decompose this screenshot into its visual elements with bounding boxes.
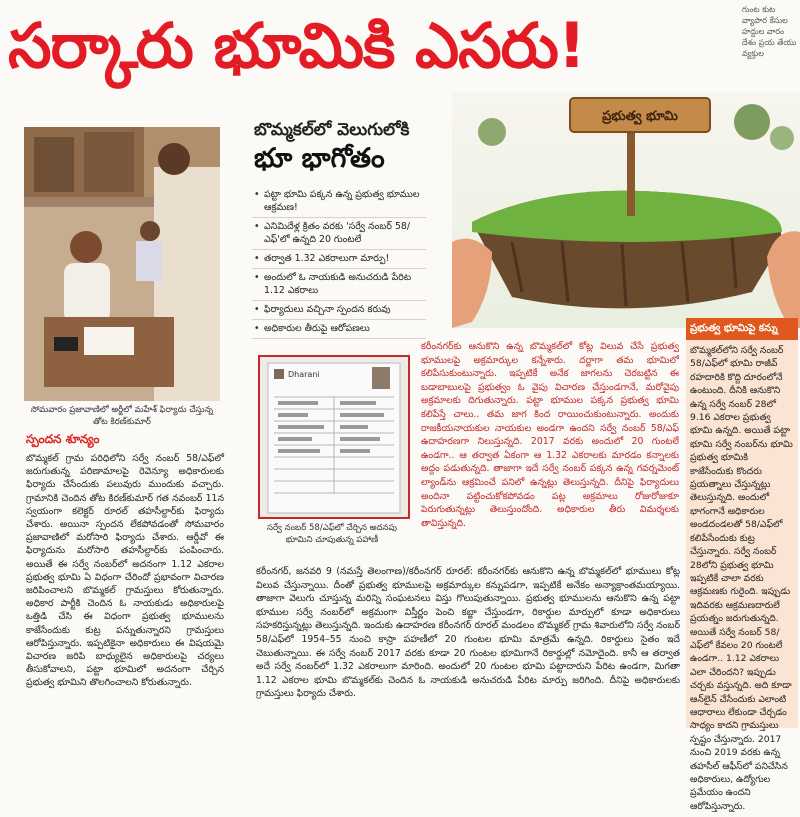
main-body-text: కరీంనగర్, జనవరి 9 (నమస్తే తెలంగాణ)/కరీంనగర్ రూరల్: కరీంనగర్‌కు ఆనుకొని ఉన్న బొమ్మకల్‌లో భూములు కోట్ల విలువ చేస్తున్నాయి. దీంతో ప్రభుత్వ భూములపై అక్రమార్కుల కన్నుపడగా, ఇప్పటికే అనేకం అన్యాక్రాంతమయ్యాయి. తాజాగా వెలుగు చూస్తున్న మరిన్ని సంఘటనలు విస్తు గొలుపుతున్నాయి. ప్రభుత్వ భూములను ఆనుకొని ఉన్న పట్టా భూముల సర్వే నంబర్‌లో అక్రమంగా విస్తీర్ణం పెంచి కబ్జా చేస్తుండగా, రికార్డుల మార్పులో కూడా అధికారులు సహకరిస్తున్నట్లు తెలుస్తున్నది. ఇందుకు ఉదాహరణ కరీంనగర్ రూరల్ మండలం బొమ్మకల్ గ్రామ శివారులోని సర్వే నంబర్ 58/ఎఫ్‌లో 1954–55 నుంచి కాస్రా పహణీలో 20 గుంటల భూమి మాత్రమే ఉన్నది. రికార్డులు సైతం ఇదే చెబుతున్నాయి. ఈ సర్వే నంబర్ 2017 వరకు కూడా 20 గుంటల భూమిగానే రికార్డుల్లో నమోదైంది. కానీ ఆ తర్వాత అదే సర్వే నంబర్‌లో 1.32 ఎకరాలుగా మారింది. అందులో 20 గుంటల భూమి పట్టాదారుని పేరిట ఉండగా, మిగతా 1.12 ఎకరాల భూమి బొమ్మకల్‌కు చెందిన ఓ నాయకుడి అనుచరుడి పేరిట మార్పు జరిగింది. దీనిపై అధికారులకు గ్రామస్తులు ఫిర్యాదు చేశారు. (256, 566, 680, 700)
lead-paragraph: కరీంనగర్‌కు ఆనుకొని ఉన్న బొమ్మకల్‌లో కోట్ల విలువ చేసే ప్రభుత్వ భూములపై అక్రమార్కుల కన్నేశారు. దర్జాగా తమ భూమిలో కలిపేసుకుంటున్నారు. ఇప్పటికే అనేక జాగలను చెరబట్టిన ఈ బడాబాబులపై ప్రభుత్వం ఓ వైపు విచారణ చేస్తుండగానే, మరోవైపు అక్రమాలకు దిగుతున్నారు. పట్టా భూముల పక్కన ప్రభుత్వ భూమి కలిపేస్తే చాలు.. తమ జాగ కింద రాయించుకుంటున్నారు. అందుకు రాజకీయనాయకుల నాయకుల అండగా ఉందని సర్వే నంబర్ 58/ఎఫ్ ఉదాహరణగా నిలుస్తున్నది. 2017 వరకు అందులో 20 గుంటలే ఉండగా.. ఆ తర్వాత ఏకంగా ఆ 1.32 ఎకరాలకు మారడం కన్నాలకు అద్దం పడుతున్నది. తాజాగా ఇదే సర్వే నంబర్ పక్కన ఉన్న గవర్నమెంట్ ల్యాండ్‌ను ఆక్రమించే పనిలో ఉన్నట్లు తెలుస్తున్నది. దీనిపై ఫిర్యాదులు అందినా పట్టించుకోకపోవడం పట్ల అక్రమాలు రోజురోజుకూ పెరుగుతున్నట్లు తెలుస్తుందోంది. అధికారుల తీరు విమర్శలకు తావిస్తున్నది. (421, 341, 679, 529)
left-photo-caption: సోమవారం ప్రజావాణిలో అర్జీలో మహేశ్ ఫిర్యాదు చేస్తున్న తోట కిరణ్‌కుమార్ (30, 405, 214, 427)
sign-text: ప్రభుత్వ భూమి (602, 109, 678, 124)
left-subhead: స్పందన శూన్యం (26, 432, 100, 446)
headline: సర్కారు భూమికి ఎసరు! (8, 9, 586, 82)
highlight-item: • ఫిర్యాదులు వచ్చినా స్పందన కరువు (252, 301, 426, 320)
dharani-title: Dharani (288, 370, 320, 379)
government-land-illustration (452, 92, 800, 328)
land-record-photo (258, 355, 410, 519)
deck-line-2: భూ భాగోతం (254, 143, 385, 174)
sidebar-box (686, 318, 798, 812)
left-body-text: బొమ్మకల్ గ్రామ పరిధిలోని సర్వే నంబర్ 58/ఎఫ్‌లో జరుగుతున్న పరిణామాలపై రెవెన్యూ అధికారులకు ఫిర్యాదు చేసేందుకు పలువురు ముందుకు వచ్చారు. గ్రామానికి చెందిన తోట కిరణ్‌కుమార్ గత నవంబర్ 11న స్వయంగా కలెక్టర్ రూరల్ తహసీల్దార్‌కు ఫిర్యాదు చేశారు. అయినా స్పందన లేకపోవడంతో సోమవారం ప్రజావాణిలో మరోసారి ఫిర్యాదు చేశారు. ఆర్డీవో ఈ ఫిర్యాదును మరోసారి తహసీల్దార్‌కు పంపించారు. అయితే ఈ సర్వే నంబర్‌లో అదనంగా 1.12 ఎకరాల ప్రభుత్వ భూమి ఏ విధంగా చేరిందో ప్రభావంగా విచారణ జరిపించాలని బొమ్మకల్ గ్రామస్తులు కోరుతున్నారు. అధికార పార్టీకి చెందిన ఓ నాయకుడు అధికారులపై ఒత్తిడి చేసి ఈ విధంగా ప్రభుత్వ భూములను కాజేసేందుకు కుట్ర పన్నుతున్నారని గ్రామస్తులు ఆరోపిస్తున్నారు. ఇప్పటికైనా అధికారులు ఈ విషయమై విచారణ జరిపి బాధ్యులైన అధికారులపై చర్యలు తీసుకోవాలని, పట్టా భూమిలో అదనంగా చేర్చిన ప్రభుత్వ భూమిని తొలగించాలని కోరుతున్నారు. (26, 453, 224, 689)
sidebar-body: బొమ్మకల్‌లోని సర్వే నంబర్ 58/ఎఫ్‌లో భూమి రాజీవ్ రహదారికి కొద్ది దూరంలోనే ఉంటుంది. దీనికి ఆనుకొని ఉన్న సర్వే నంబర్ 28లో 9.16 ఎకరాల ప్రభుత్వ భూమి ఉన్నది. అయితే పట్టా భూమి సర్వే నంబర్‌ను భూమి ప్రభుత్వ భూమికి కాజేసేందుకు కొందరు ప్రయత్నాలు చేస్తున్నట్లు తెలుస్తున్నది. అందులో భాగంగానే అధికారుల అండదండలతో 58/ఎఫ్‌లో కలిపేసేందుకు కుట్ర చేస్తున్నారు. సర్వే నంబర్ 28లోని ప్రభుత్వ భూమి ఇప్పటికే చాలా వరకు ఆక్రమణకు గురైంది. ఇప్పుడు ఇదివరకు ఆక్రమణదారులే ప్రయత్నం జరుగుతున్నది. అయితే సర్వే నంబర్ 58/ఎఫ్‌లో కేవలం 20 గుంటలే ఉండగా.. 1.12 ఎకరాలు ఎలా చేరిందని? ఇప్పుడు చర్చకు వస్తున్నది. అది కూడా ఆన్‌లైన్ చేసేందుకు ఎలాంటి ఆధారాలు లేకుండా చేర్చడం సాధ్యం కాదని గ్రామస్తులు స్పష్టం చేస్తున్నారు. 2017 నుంచి 2019 వరకు ఉన్న తహసీల్ ఆఫీస్‌లో పనిచేసిన అధికారులు, ఉద్యోగుల ప్రమేయం ఉందని ఆరోపిస్తున్నారు. (690, 345, 793, 812)
highlight-item: • ఎనిమిదేళ్ల క్రితం వరకు 'సర్వే నంబర్ 58/ఎఫ్'లో ఉన్నది 20 గుంటలే (252, 218, 426, 250)
complaint-photo (24, 127, 220, 401)
doc-photo-caption: సర్వే నంబర్ 58/ఎఫ్‌లో చేర్చిన అదనపు భూమిని చూపుతున్న పహాణీ (267, 523, 397, 545)
deck-line-1: బొమ్మకల్‌లో వెలుగులోకి (254, 120, 410, 140)
adjacent-article-fragment: గుంట కుట వ్యాపార కేసుల హద్దుల వారం దేశం ప్రయ తేయు వ్యక్తుల (742, 5, 797, 58)
highlight-item: • తర్వాత 1.32 ఎకరాలుగా మార్పు! (252, 250, 426, 269)
highlight-item: • పట్టా భూమి పక్కన ఉన్న ప్రభుత్వ భూముల ఆక్రమణ! (252, 186, 426, 218)
highlights-list (252, 186, 426, 339)
highlight-item: • అందులో ఓ నాయకుడి అనుచరుడి పేరిట 1.12 ఎకరాలు (252, 269, 426, 301)
highlight-item: • అధికారుల తీరుపై ఆరోపణలు (252, 320, 426, 339)
sidebar-heading: ప్రభుత్వ భూమిపై కన్ను (686, 318, 798, 340)
